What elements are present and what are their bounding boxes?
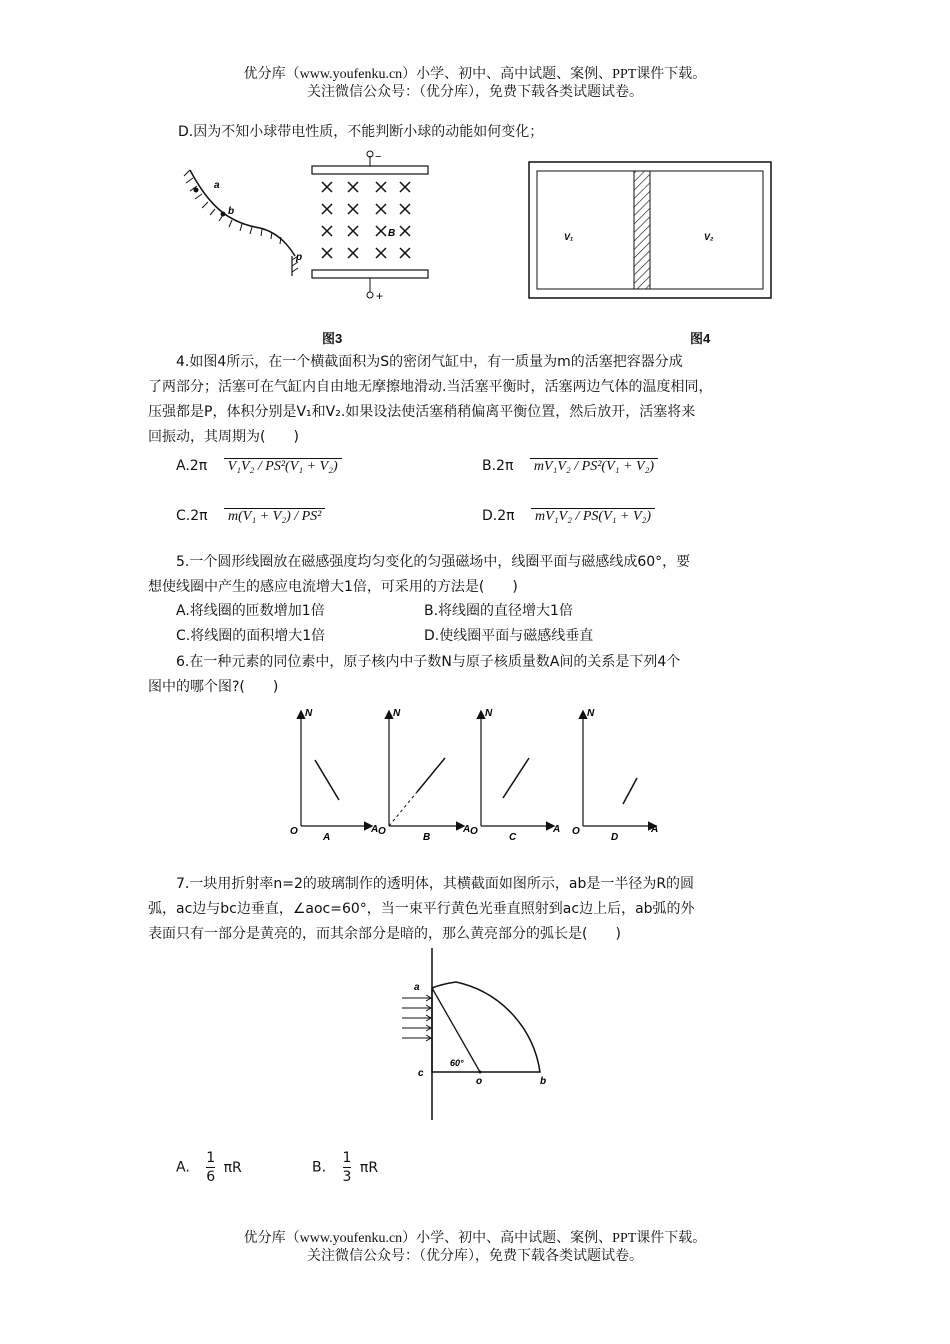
q4-option-a: A.2π V₁V₂ / PS²(V₁ + V₂) xyxy=(176,458,342,475)
q4-option-c: C.2π m(V₁ + V₂) / PS² xyxy=(176,508,325,525)
minus-sign: − xyxy=(375,151,382,163)
graph-c-line xyxy=(503,758,529,798)
q5-option-c: C.将线圈的面积增大1倍 xyxy=(176,628,326,644)
graph-c-label: C xyxy=(509,832,517,843)
svg-text:N: N xyxy=(305,708,313,719)
footer-line-2: 关注微信公众号：（优分库），免费下载各类试题试卷。 xyxy=(307,1249,643,1264)
q7-label-o: o xyxy=(476,1076,483,1087)
magnetic-field-crosses xyxy=(322,182,410,258)
q7-option-a: A. $\frac{1}{6}$ πR xyxy=(176,1150,242,1185)
figure-q7 xyxy=(398,948,558,1124)
ball-b xyxy=(221,212,226,217)
fig4-label-v1: V₁ xyxy=(564,232,574,242)
svg-text:O: O xyxy=(470,826,478,837)
question-4: 4.如图4所示，在一个横截面积为S的密闭气缸中，有一质量为m的活塞把容器分成 了两部分；活塞可在气缸内自由地无摩擦地滑动.当活塞平衡时，活塞两边气体的温度相同， 压强都是P，体积分别是V₁和V₂.如果设法使活塞稍稍偏离平衡位置，然后放开，活塞将来 回振动，其周期为( ) xyxy=(148,354,713,445)
svg-text:N: N xyxy=(485,708,493,719)
fig4-label-v2: V₂ xyxy=(704,232,714,242)
svg-text:N: N xyxy=(587,708,595,719)
fig3-label-B: B xyxy=(388,228,396,239)
q4-option-d: D.2π mV₁V₂ / PS(V₁ + V₂) xyxy=(482,508,655,525)
header-line-1: 优分库（www.youfenku.cn）小学、初中、高中试题、案例、PPT课件下载。 xyxy=(243,67,707,82)
q7-angle-label: 60° xyxy=(450,1058,464,1068)
top-plate xyxy=(312,166,428,174)
q6-graphs xyxy=(285,700,665,845)
q4-option-c-formula: m(V₁ + V₂) / PS² xyxy=(224,508,325,525)
graph-d-label: D xyxy=(611,832,619,843)
q3-option-d: D.因为不知小球带电性质，不能判断小球的动能如何变化； xyxy=(178,124,544,140)
ball-a xyxy=(194,188,199,193)
figure-4 xyxy=(528,160,774,302)
light-rays xyxy=(402,995,431,1041)
fig3-caption: 图3 xyxy=(322,331,343,346)
piston xyxy=(634,171,650,289)
q7-label-b: b xyxy=(540,1076,547,1087)
svg-text:A: A xyxy=(553,824,561,835)
graph-d xyxy=(572,708,658,843)
graph-d-line xyxy=(623,778,637,804)
figure-3 xyxy=(180,148,440,318)
graph-a-line xyxy=(315,760,339,800)
fig3-label-p: p xyxy=(296,252,303,263)
footer-line-1: 优分库（www.youfenku.cn）小学、初中、高中试题、案例、PPT课件下载。 xyxy=(243,1231,707,1246)
question-7: 7.一块用折射率n=2的玻璃制作的透明体，其横截面如图所示，ab是一半径为R的圆 弧，ac边与bc边垂直，∠aoc=60°，当一束平行黄色光垂直照射到ac边上后，ab弧的外 表面只有一部分是黄亮的，而其余部分是暗的，那么黄亮部分的弧长是( ) xyxy=(148,876,695,942)
graph-b-line xyxy=(417,758,445,792)
q7-option-b: B. $\frac{1}{3}$ πR xyxy=(312,1150,379,1185)
q7-label-c: c xyxy=(418,1068,424,1079)
graph-a-label: A xyxy=(323,832,331,843)
fig3-label-a: a xyxy=(214,180,220,191)
graph-a xyxy=(290,708,378,843)
svg-text:A: A xyxy=(651,824,659,835)
graph-b-label: B xyxy=(423,832,431,843)
svg-text:O: O xyxy=(572,826,580,837)
q4-option-b-formula: mV₁V₂ / PS²(V₁ + V₂) xyxy=(530,458,658,475)
q4-option-b: B.2π mV₁V₂ / PS²(V₁ + V₂) xyxy=(482,458,658,475)
q4-option-a-formula: V₁V₂ / PS²(V₁ + V₂) xyxy=(224,458,342,475)
svg-text:N: N xyxy=(393,708,401,719)
fig3-label-b: b xyxy=(228,206,235,217)
question-6: 6.在一种元素的同位素中，原子核内中子数N与原子核质量数A间的关系是下列4个 图中的哪个图?( ) xyxy=(148,654,681,695)
plus-sign: + xyxy=(376,289,384,303)
svg-text:O: O xyxy=(378,826,386,837)
header-line-2: 关注微信公众号：（优分库），免费下载各类试题试卷。 xyxy=(307,85,643,100)
q5-option-b: B.将线圈的直径增大1倍 xyxy=(424,603,573,619)
svg-text:A: A xyxy=(463,824,471,835)
graph-c xyxy=(470,708,560,843)
svg-text:A: A xyxy=(371,824,379,835)
graph-b xyxy=(378,708,470,843)
question-5: 5.一个圆形线圈放在磁感强度均匀变化的匀强磁场中，线圈平面与磁感线成60°，要 想使线圈中产生的感应电流增大1倍，可采用的方法是( ) xyxy=(148,554,691,595)
q7-label-a: a xyxy=(414,982,420,993)
fig4-caption: 图4 xyxy=(690,331,711,346)
glass-cross-section xyxy=(432,982,540,1072)
q5-option-d: D.使线圈平面与磁感线垂直 xyxy=(424,628,594,644)
bottom-plate xyxy=(312,270,428,278)
svg-text:O: O xyxy=(290,826,298,837)
q5-option-a: A.将线圈的匝数增加1倍 xyxy=(176,603,325,619)
q4-option-d-formula: mV₁V₂ / PS(V₁ + V₂) xyxy=(531,508,655,525)
